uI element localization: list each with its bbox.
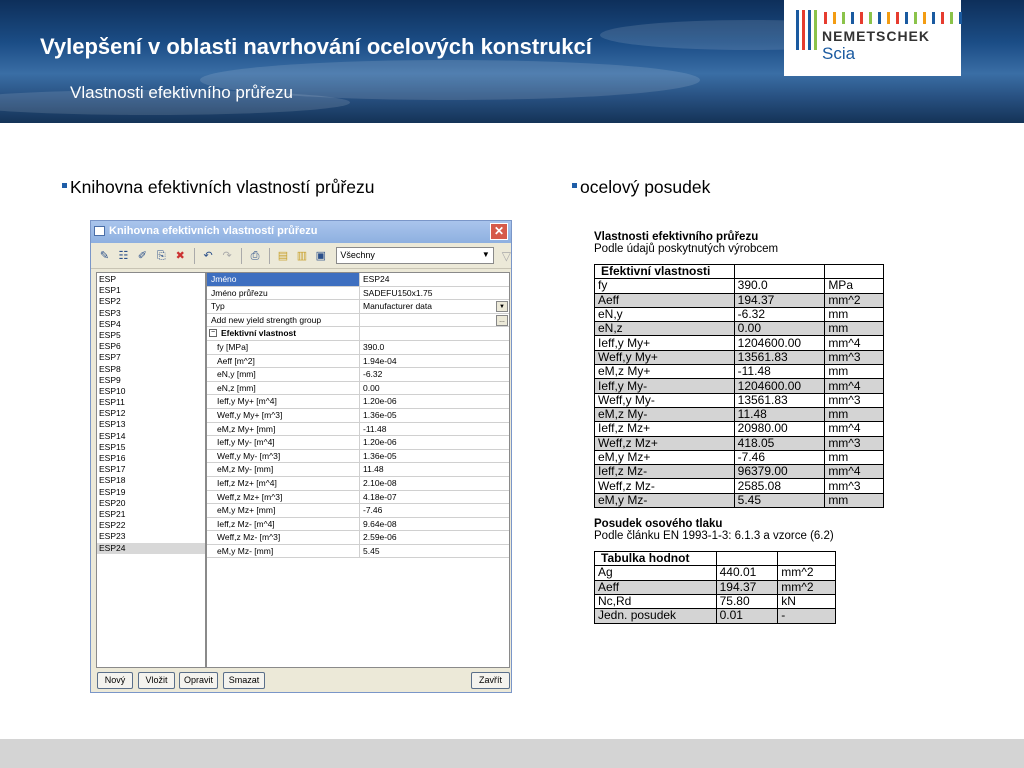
table-cell: mm^3: [825, 479, 884, 493]
property-row[interactable]: [207, 368, 509, 382]
table-cell: mm^2: [778, 566, 836, 580]
property-label-text: Ieff,z Mz- [m^4]: [217, 518, 275, 529]
table-row: [595, 566, 836, 580]
filter-select[interactable]: [336, 247, 493, 264]
edit-icon[interactable]: ✐: [137, 249, 147, 262]
table-cell: mm: [825, 307, 884, 321]
property-value-text: 2.10e-08: [363, 477, 397, 488]
property-label-text: eM,z My+ [mm]: [217, 423, 276, 434]
collapse-icon[interactable]: −: [210, 329, 216, 337]
print-icon[interactable]: ⎙: [250, 249, 260, 262]
list-item[interactable]: ESP19: [99, 486, 126, 497]
table-cell: Jedn. posudek: [595, 609, 717, 623]
table-cell: MPa: [825, 279, 884, 293]
button-bar: [96, 672, 510, 690]
table-cell: mm: [825, 322, 884, 336]
property-value[interactable]: [360, 409, 509, 422]
property-row[interactable]: [207, 491, 509, 505]
table-cell: Weff,z Mz+: [595, 436, 735, 450]
property-label: [207, 436, 360, 449]
property-label: [207, 395, 360, 408]
window-icon: [94, 226, 105, 236]
property-label-text: Efektivní vlastnost: [221, 328, 297, 339]
property-row[interactable]: [207, 327, 509, 341]
logo-product: Scia: [822, 44, 856, 63]
window-titlebar[interactable]: [91, 221, 511, 243]
property-label: [207, 273, 360, 286]
property-label: [207, 382, 360, 395]
table-cell: Aeff: [595, 293, 735, 307]
table-cell: 75.80: [716, 594, 778, 608]
list-item[interactable]: ESP3: [99, 307, 121, 318]
property-row[interactable]: [207, 287, 509, 301]
bullet-square-icon: [62, 183, 67, 188]
property-value-text: 1.36e-05: [363, 409, 397, 420]
table-cell: Weff,y My-: [595, 393, 735, 407]
list-item[interactable]: ESP: [99, 274, 117, 284]
property-label-text: eM,y Mz- [mm]: [217, 545, 274, 556]
table-cell: eM,z My-: [595, 407, 735, 421]
table1-header: Efektivní vlastnosti: [595, 265, 735, 279]
table-cell: 194.37: [716, 580, 778, 594]
table-cell: eM,y Mz+: [595, 450, 735, 464]
property-value-text: 1.36e-05: [363, 450, 397, 461]
table-cell: 0.00: [734, 322, 825, 336]
table-cell: mm^3: [825, 393, 884, 407]
table-row: [595, 307, 884, 321]
list-item[interactable]: ESP12: [99, 408, 126, 419]
table-row: [595, 350, 884, 364]
new-icon[interactable]: ✎: [99, 249, 110, 262]
property-label: [207, 518, 360, 531]
property-label: [207, 423, 360, 436]
table1-header-cell: [734, 265, 825, 279]
list-item[interactable]: ESP10: [99, 385, 126, 396]
list-item[interactable]: ESP23: [99, 531, 126, 542]
table-cell: 194.37: [734, 293, 825, 307]
property-value-text: 1.20e-06: [363, 437, 397, 448]
logo-stripes-icon: [824, 12, 962, 24]
list-item[interactable]: ESP7: [99, 352, 121, 363]
slide-subtitle: Vlastnosti efektivního průřezu: [70, 83, 294, 102]
property-value-text: 1.20e-06: [363, 396, 397, 407]
property-value-text: 2.59e-06: [363, 532, 397, 543]
properties-icon[interactable]: ☷: [118, 249, 129, 262]
list-item[interactable]: ESP17: [99, 464, 126, 475]
report-title-2: Posudek osového tlaku: [594, 518, 723, 531]
property-grid[interactable]: [206, 272, 510, 668]
table1-header-cell: [825, 265, 884, 279]
table-cell: fy: [595, 279, 735, 293]
property-label: [207, 287, 360, 300]
property-value-text: 5.45: [363, 545, 380, 556]
property-row[interactable]: [207, 341, 509, 355]
property-value[interactable]: [360, 545, 509, 558]
table-row: [595, 379, 884, 393]
list-item[interactable]: ESP20: [99, 497, 126, 508]
property-label-text: eN,y [mm]: [217, 369, 256, 380]
property-label-text: Ieff,y My+ [m^4]: [217, 396, 277, 407]
property-value[interactable]: [360, 436, 509, 449]
table-cell: Ieff,y My-: [595, 379, 735, 393]
property-row[interactable]: [207, 436, 509, 450]
property-row[interactable]: [207, 504, 509, 518]
property-value-text: -6.32: [363, 369, 383, 380]
values-table: [594, 551, 836, 623]
list-item[interactable]: ESP8: [99, 363, 121, 374]
bullet-square-icon: [572, 183, 577, 188]
property-value[interactable]: [360, 273, 509, 286]
dropdown-arrow-icon[interactable]: ▼: [496, 301, 508, 312]
table-cell: -7.46: [734, 450, 825, 464]
property-row[interactable]: [207, 382, 509, 396]
table-cell: mm^4: [825, 422, 884, 436]
item-list[interactable]: [96, 272, 206, 668]
list-item[interactable]: ESP18: [99, 475, 126, 486]
list-item[interactable]: ESP22: [99, 520, 126, 531]
table-cell: 1204600.00: [734, 379, 825, 393]
property-row[interactable]: [207, 300, 509, 314]
list-item[interactable]: ESP6: [99, 341, 121, 352]
table2-header-cell: [778, 552, 836, 566]
list-item[interactable]: ESP13: [99, 419, 126, 430]
list-item[interactable]: ESP21: [99, 508, 126, 519]
table-cell: mm^4: [825, 465, 884, 479]
property-label-text: Ieff,z Mz+ [m^4]: [217, 477, 277, 488]
list-item[interactable]: ESP16: [99, 453, 126, 463]
insert-button[interactable]: Vložit: [138, 672, 175, 689]
property-label-text: Typ: [211, 301, 225, 312]
table-cell: eN,z: [595, 322, 735, 336]
report-subtitle-1: Podle údajů poskytnutých výrobcem: [594, 243, 779, 255]
property-row[interactable]: [207, 395, 509, 409]
property-label-text: fy [MPa]: [217, 341, 249, 352]
property-value[interactable]: [360, 355, 509, 368]
property-value[interactable]: [360, 450, 509, 463]
logo-name: NEMETSCHEK: [822, 28, 931, 44]
property-value-text: SADEFU150x1.75: [363, 287, 433, 298]
property-value[interactable]: [360, 477, 509, 490]
table-cell: 418.05: [734, 436, 825, 450]
table-cell: kN: [778, 594, 836, 608]
table2-header-cell: [716, 552, 778, 566]
property-value-text: Manufacturer data: [363, 301, 432, 312]
toolbar: [91, 243, 511, 269]
property-label-text: eM,z My- [mm]: [217, 464, 274, 475]
save-icon[interactable]: ▣: [315, 249, 327, 262]
property-value-text: -11.48: [363, 423, 387, 434]
property-label-text: Weff,y My+ [m^3]: [217, 409, 283, 420]
property-label: [207, 314, 360, 327]
table-row: [595, 609, 836, 623]
filter-value: Všechny: [340, 250, 375, 260]
property-label-text: Weff,z Mz- [m^3]: [217, 532, 281, 543]
property-value-text: 0.00: [363, 382, 380, 393]
table-cell: 11.48: [734, 407, 825, 421]
list-item[interactable]: ESP4: [99, 318, 121, 329]
property-label: [207, 409, 360, 422]
property-value-text: 390.0: [363, 341, 385, 352]
table-row: [595, 450, 884, 464]
table-cell: Weff,z Mz-: [595, 479, 735, 493]
table2-header: Tabulka hodnot: [595, 552, 717, 566]
filter-funnel-icon[interactable]: ▽: [501, 248, 511, 263]
property-value[interactable]: [360, 518, 509, 531]
company-logo: [784, 0, 961, 76]
property-value[interactable]: [360, 287, 509, 300]
list-item[interactable]: ESP1: [99, 285, 121, 296]
table-cell: eM,y Mz-: [595, 493, 735, 507]
undo-icon[interactable]: ↶: [203, 249, 213, 262]
property-label-text: Add new yield strength group: [211, 314, 322, 325]
list-item[interactable]: ESP15: [99, 441, 126, 452]
table-cell: mm^3: [825, 350, 884, 364]
property-label: [207, 491, 360, 504]
property-value[interactable]: [360, 531, 509, 544]
table-cell: Aeff: [595, 580, 717, 594]
property-label: [207, 504, 360, 517]
property-value-text: ESP24: [363, 274, 390, 284]
bullet-right-text: ocelový posudek: [580, 177, 711, 197]
table-cell: 2585.08: [734, 479, 825, 493]
property-label: [207, 450, 360, 463]
table-row: [595, 322, 884, 336]
property-row[interactable]: [207, 314, 509, 328]
bullet-left-text: Knihovna efektivních vlastností průřezu: [70, 177, 375, 197]
table-cell: 13561.83: [734, 350, 825, 364]
property-label-text: Jméno průřezu: [211, 287, 268, 298]
table-row: [595, 365, 884, 379]
table-cell: mm: [825, 365, 884, 379]
property-row[interactable]: [207, 273, 509, 287]
logo-bars-icon: [796, 10, 817, 50]
copy-icon[interactable]: ⎘: [156, 249, 166, 262]
property-value-text: 11.48: [363, 464, 384, 475]
table-cell: 5.45: [734, 493, 825, 507]
property-label: [207, 341, 360, 354]
table-row: [595, 493, 884, 507]
table-row: [595, 336, 884, 350]
table-cell: Ag: [595, 566, 717, 580]
property-value[interactable]: [360, 300, 509, 313]
table-cell: Ieff,z Mz+: [595, 422, 735, 436]
list-item[interactable]: ESP5: [99, 329, 121, 340]
property-label: [207, 463, 360, 476]
table-cell: mm^2: [778, 580, 836, 594]
delete-icon[interactable]: ✖: [175, 249, 185, 262]
redo-icon[interactable]: ↷: [222, 249, 232, 262]
table-cell: -6.32: [734, 307, 825, 321]
edit-button[interactable]: Opravit: [179, 672, 218, 689]
close-button[interactable]: Zavřít: [471, 672, 510, 689]
property-label-text: eN,z [mm]: [217, 382, 256, 393]
close-icon[interactable]: ✕: [490, 223, 508, 240]
property-label: [207, 355, 360, 368]
table-cell: mm: [825, 407, 884, 421]
list-item[interactable]: ESP2: [99, 296, 121, 307]
table-cell: Nc,Rd: [595, 594, 717, 608]
property-label-text: Ieff,y My- [m^4]: [217, 437, 275, 448]
table-cell: 96379.00: [734, 465, 825, 479]
table-cell: 1204600.00: [734, 336, 825, 350]
property-value[interactable]: [360, 491, 509, 504]
property-label-text: Weff,z Mz+ [m^3]: [217, 491, 283, 502]
property-row[interactable]: [207, 423, 509, 437]
property-value[interactable]: [360, 423, 509, 436]
table-cell: 440.01: [716, 566, 778, 580]
property-row[interactable]: [207, 518, 509, 532]
property-value[interactable]: [360, 395, 509, 408]
property-label: [207, 531, 360, 544]
list-item[interactable]: ESP11: [99, 397, 125, 408]
report-subtitle-2: Podle článku EN 1993-1-3: 6.1.3 a vzorce (6.2): [594, 530, 834, 543]
import-folder-icon[interactable]: ▥: [296, 249, 308, 262]
table-cell: mm^4: [825, 336, 884, 350]
table-cell: -11.48: [734, 365, 825, 379]
table-cell: Ieff,y My+: [595, 336, 735, 350]
table-cell: Ieff,z Mz-: [595, 465, 735, 479]
table-row: [595, 407, 884, 421]
property-value[interactable]: [360, 463, 509, 476]
property-row[interactable]: [207, 545, 509, 559]
property-row[interactable]: [207, 355, 509, 369]
table-row: [595, 293, 884, 307]
property-value-text: -7.46: [363, 505, 383, 516]
property-value-text: 1.94e-04: [363, 355, 397, 366]
property-label: [207, 327, 360, 340]
table-cell: eN,y: [595, 307, 735, 321]
property-label-text: Jméno: [211, 274, 237, 284]
table-cell: -: [778, 609, 836, 623]
table-row: [595, 393, 884, 407]
property-value[interactable]: [360, 382, 509, 395]
table-cell: 390.0: [734, 279, 825, 293]
property-label: [207, 368, 360, 381]
property-label-text: eM,y Mz+ [mm]: [217, 505, 276, 516]
property-row[interactable]: [207, 450, 509, 464]
table-cell: 0.01: [716, 609, 778, 623]
table-row: [595, 580, 836, 594]
toolbar-separator: [194, 248, 195, 264]
table-cell: mm^2: [825, 293, 884, 307]
table-cell: mm: [825, 493, 884, 507]
table-row: [595, 422, 884, 436]
table-cell: 13561.83: [734, 393, 825, 407]
open-folder-icon[interactable]: ▤: [277, 249, 289, 262]
property-value-text: 9.64e-08: [363, 518, 397, 529]
slide-title: Vylepšení v oblasti navrhování ocelových konstrukcí: [40, 34, 592, 59]
check-report: [594, 231, 884, 624]
ellipsis-button[interactable]: …: [496, 315, 508, 326]
toolbar-separator: [269, 248, 270, 264]
toolbar-separator: [241, 248, 242, 264]
property-value[interactable]: [360, 368, 509, 381]
table-cell: 20980.00: [734, 422, 825, 436]
chevron-down-icon: ▼: [481, 250, 490, 259]
property-label: [207, 300, 360, 313]
property-value[interactable]: [360, 504, 509, 517]
list-item[interactable]: ESP14: [99, 430, 126, 441]
table-row: [595, 279, 884, 293]
property-label: [207, 545, 360, 558]
property-row[interactable]: [207, 477, 509, 491]
table-cell: mm^4: [825, 379, 884, 393]
property-label-text: Weff,y My- [m^3]: [217, 450, 281, 461]
list-item[interactable]: ESP24: [97, 543, 205, 554]
effective-properties-table: [594, 264, 884, 508]
window-title: Knihovna efektivních vlastností průřezu: [109, 225, 318, 237]
table-cell: Weff,y My+: [595, 350, 735, 364]
table-row: [595, 479, 884, 493]
bullet-left: [62, 177, 374, 198]
property-value-text: 4.18e-07: [363, 491, 397, 502]
library-window: [90, 220, 512, 693]
footer-bar: [0, 739, 1024, 768]
property-row[interactable]: [207, 531, 509, 545]
table-cell: mm: [825, 450, 884, 464]
property-row[interactable]: [207, 463, 509, 477]
property-label: [207, 477, 360, 490]
property-value[interactable]: [360, 314, 509, 327]
table-cell: mm^3: [825, 436, 884, 450]
property-label-text: Aeff [m^2]: [217, 355, 255, 366]
report-title-1: Vlastnosti efektivního průřezu: [594, 231, 759, 243]
bullet-right: [572, 177, 710, 198]
new-button[interactable]: Nový: [97, 672, 133, 689]
property-value[interactable]: [360, 341, 509, 354]
table-row: [595, 465, 884, 479]
table-row: [595, 594, 836, 608]
list-item[interactable]: ESP9: [99, 374, 121, 385]
table-cell: eM,z My+: [595, 365, 735, 379]
property-row[interactable]: [207, 409, 509, 423]
delete-button[interactable]: Smazat: [223, 672, 265, 689]
property-value[interactable]: [360, 327, 509, 340]
table-row: [595, 436, 884, 450]
